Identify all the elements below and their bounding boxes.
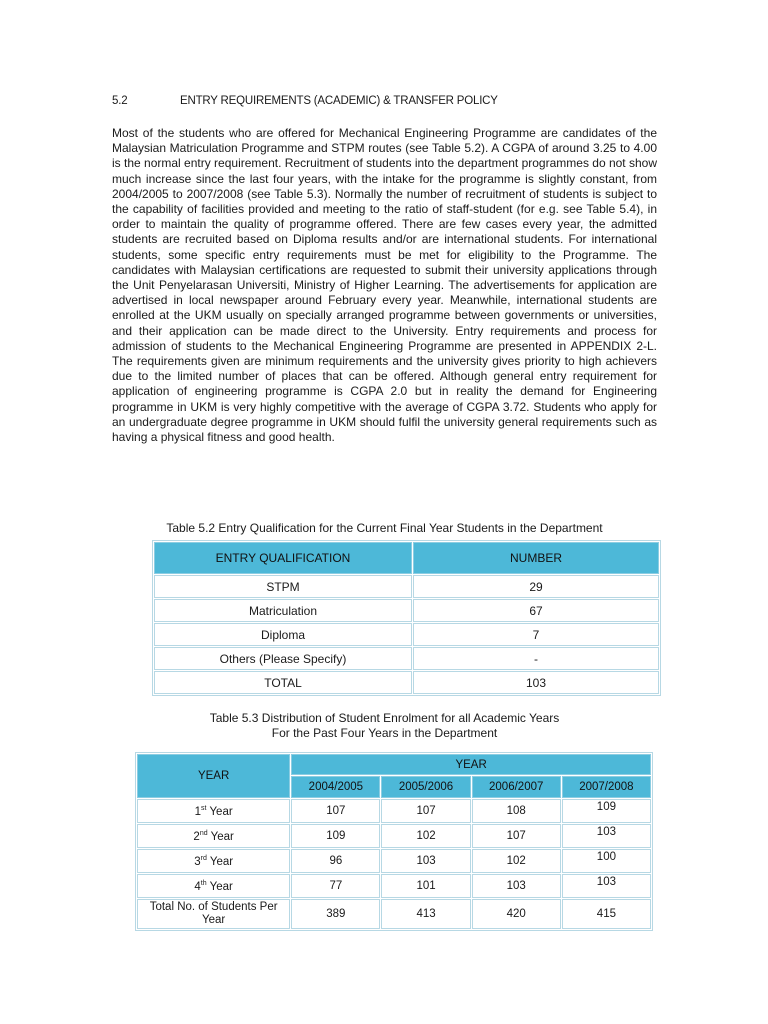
table-row <box>154 623 659 646</box>
year-level-suffix: st <box>201 804 207 812</box>
table-row <box>137 874 651 898</box>
enrolment-cell: 109 <box>562 799 651 823</box>
enrolment-cell: 103 <box>381 849 470 873</box>
year-level-word: Year <box>206 880 233 893</box>
header-year-label: YEAR <box>137 754 290 798</box>
enrolment-cell: 109 <box>291 824 380 848</box>
year-level-word: Year <box>206 855 234 868</box>
section-title: ENTRY REQUIREMENTS (ACADEMIC) & TRANSFER POLICY <box>180 95 498 107</box>
enrolment-cell: 77 <box>291 874 380 898</box>
year-level-cell <box>137 849 290 873</box>
year-level-number: 1 <box>194 805 201 818</box>
number-cell: 29 <box>413 575 659 598</box>
year-level-cell <box>137 874 290 898</box>
qualification-cell: STPM <box>154 575 412 598</box>
table-row-total <box>137 899 651 929</box>
table-5-2-caption: Table 5.2 Entry Qualification for the Current Final Year Students in the Department <box>166 521 603 535</box>
student-enrolment-table <box>135 752 653 931</box>
body-text <box>112 126 657 445</box>
entry-qualification-table <box>152 540 661 696</box>
table-row <box>137 824 651 848</box>
table-5-3-caption <box>112 711 657 741</box>
header-number: NUMBER <box>413 542 659 574</box>
table-row-total <box>154 671 659 694</box>
enrolment-cell: 107 <box>291 799 380 823</box>
qualification-cell: Others (Please Specify) <box>154 647 412 670</box>
number-cell: 103 <box>413 671 659 694</box>
year-level-suffix: nd <box>199 829 208 837</box>
body-paragraph: Most of the students who are offered for Mechanical Engineering Programme are candidates of the Malaysian Matriculation Programme and STPM routes (see Table 5.2). A CGPA of around 3.25 to 4.00 is the normal entry requirement. Recruitment of students into the department programmes do not show much increase since the last four years, with the intake for the programme is slightly constant, from 2004/2005 to 2007/2008 (see Table 5.3). Normally the number of recruitment of students is subject to the capability of facilities provided and meeting to the ratio of staff-student (for e.g. see Table 5.4), in order to maintain the quality of programme offered. There are few cases every year, the admitted students are recruited based on Diploma results and/or are international students. For international students, some specific entry requirements must be met for eligibility to the Programme. The candidates with Malaysian certifications are requested to submit their university applications through the Unit Penyelarasan Universiti, Ministry of Higher Learning. The advertisements for application are advertised in local newspaper around February every year. Meanwhile, international students are enrolled at the UKM usually on specially arranged programme between governments or universities, and their application can be made direct to the University. Entry requirements and process for admission of students to the Mechanical Engineering Programme are presented in APPENDIX 2-L. The requirements given are minimum requirements and the university gives priority to high achievers due to the limited number of places that can be offered. Although general entry requirement for application of engineering programme is CGPA 2.0 but in reality the demand for Engineering programme in UKM is very highly competitive with the average of CGPA 3.72. Students who apply for an undergraduate degree programme in UKM should fulfil the university general requirements such as having a physical fitness and good health. <box>112 126 657 445</box>
total-label-cell: Total No. of Students Per Year <box>137 899 290 929</box>
number-cell: 67 <box>413 599 659 622</box>
qualification-cell: TOTAL <box>154 671 412 694</box>
enrolment-cell: 107 <box>381 799 470 823</box>
table-row <box>154 647 659 670</box>
total-cell: 415 <box>562 899 651 929</box>
table-row <box>154 599 659 622</box>
enrolment-cell: 103 <box>562 824 651 848</box>
enrolment-cell: 103 <box>472 874 561 898</box>
year-level-cell <box>137 799 290 823</box>
header-year-group: YEAR <box>291 754 651 775</box>
table-header-row <box>154 542 659 574</box>
number-cell: - <box>413 647 659 670</box>
total-cell: 389 <box>291 899 380 929</box>
table-header-row <box>137 754 651 775</box>
table-5-3-caption-line-2: For the Past Four Years in the Department <box>271 726 498 740</box>
total-cell: 413 <box>381 899 470 929</box>
enrolment-cell: 107 <box>472 824 561 848</box>
year-level-number: 3 <box>194 855 201 868</box>
qualification-cell: Matriculation <box>154 599 412 622</box>
header-year-column: 2004/2005 <box>291 776 380 798</box>
section-heading <box>112 93 672 109</box>
number-cell: 7 <box>413 623 659 646</box>
enrolment-cell: 103 <box>562 874 651 898</box>
total-cell: 420 <box>472 899 561 929</box>
year-level-suffix: rd <box>200 854 207 862</box>
enrolment-cell: 96 <box>291 849 380 873</box>
header-year-column: 2007/2008 <box>562 776 651 798</box>
table-5-3-caption-line-1: Table 5.3 Distribution of Student Enrolment for all Academic Years <box>209 711 560 725</box>
section-number: 5.2 <box>112 95 128 107</box>
table-row <box>137 799 651 823</box>
enrolment-cell: 108 <box>472 799 561 823</box>
year-level-cell <box>137 824 290 848</box>
year-level-number: 2 <box>193 830 200 843</box>
header-entry-qualification: ENTRY QUALIFICATION <box>154 542 412 574</box>
year-level-word: Year <box>207 830 234 843</box>
enrolment-cell: 101 <box>381 874 470 898</box>
enrolment-cell: 100 <box>562 849 651 873</box>
header-year-column: 2005/2006 <box>381 776 470 798</box>
year-level-word: Year <box>206 805 233 818</box>
table-row <box>137 849 651 873</box>
enrolment-cell: 102 <box>472 849 561 873</box>
year-level-suffix: th <box>200 879 207 887</box>
qualification-cell: Diploma <box>154 623 412 646</box>
enrolment-cell: 102 <box>381 824 470 848</box>
year-level-number: 4 <box>194 880 201 893</box>
header-year-column: 2006/2007 <box>472 776 561 798</box>
table-row <box>154 575 659 598</box>
